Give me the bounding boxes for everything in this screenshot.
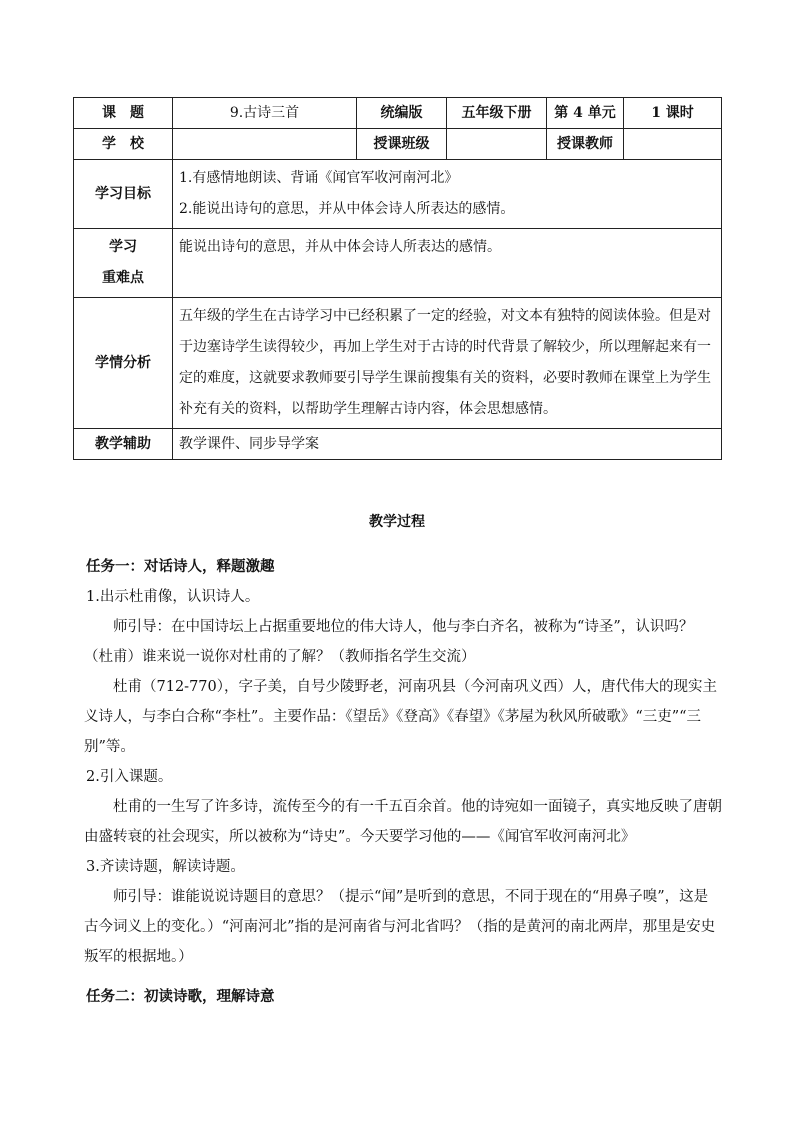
process-body: [84, 552, 722, 1012]
table-row-difficulty: [74, 229, 722, 298]
edition: 统编版: [357, 98, 447, 129]
aids-label: 教学辅助: [74, 429, 173, 460]
step2-text: 杜甫的一生写了许多诗，流传至今的有一千五百余首。他的诗宛如一面镜子，真实地反映了唐朝由盛转衰的社会现实，所以被称为“诗史”。今天要学习他的——《闻官军收河南河北》: [84, 799, 722, 845]
class-value: [447, 129, 547, 160]
objective-item: 1.有感情地朗读、背诵《闻官军收河南河北》: [179, 170, 459, 186]
analysis-label: 学情分析: [74, 298, 173, 429]
step3-heading: 3.齐读诗题，解读诗题。: [86, 859, 245, 875]
table-row-analysis: [74, 298, 722, 429]
step2-heading: 2.引入课题。: [86, 769, 173, 785]
difficulty-label-line2: 重难点: [102, 270, 144, 286]
difficulty-text: 能说出诗句的意思，并从中体会诗人所表达的感情。: [173, 229, 722, 298]
objective-item: 2.能说出诗句的意思，并从中体会诗人所表达的感情。: [179, 201, 515, 217]
topic-label: 课 题: [74, 98, 173, 129]
table-row-objectives: [74, 160, 722, 229]
school-value: [173, 129, 357, 160]
analysis-text: 五年级的学生在古诗学习中已经积累了一定的经验，对文本有独特的阅读体验。但是对于边塞诗学生读得较少，再加上学生对于古诗的时代背景了解较少，所以理解起来有一定的难度，这就要求教师要引导学生课前搜集有关的资料，必要时教师在课堂上为学生补充有关的资料，以帮助学生理解古诗内容，体会思想感情。: [173, 298, 722, 429]
aids-text: 教学课件、同步导学案: [173, 429, 722, 460]
process-title: 教学过程: [369, 514, 425, 530]
task1-title: 任务一：对话诗人，释题激趣: [86, 558, 275, 575]
lesson-title: 9.古诗三首: [173, 98, 357, 129]
school-label: 学 校: [74, 129, 173, 160]
objectives-label: 学习目标: [74, 160, 173, 229]
teacher-label: 授课教师: [547, 129, 624, 160]
class-label: 授课班级: [357, 129, 447, 160]
difficulty-label: [74, 229, 173, 298]
difficulty-label-line1: 学习: [109, 239, 137, 255]
task2-title: 任务二：初读诗歌，理解诗意: [86, 988, 275, 1005]
table-row-school: [74, 129, 722, 160]
teacher-value: [624, 129, 722, 160]
table-row-header: [74, 98, 722, 129]
step1-text: 师引导：在中国诗坛上占据重要地位的伟大诗人，他与李白齐名，被称为“诗圣”，认识吗？（杜甫）谁来说一说你对杜甫的了解？（教师指名学生交流）: [84, 619, 694, 665]
step3-text: 师引导：谁能说说诗题目的意思？（提示“闻”是听到的意思，不同于现在的“用鼻子嗅”，这是古今词义上的变化。）“河南河北”指的是河南省与河北省吗？（指的是黄河的南北两岸，那里是安史叛军的根据地。）: [84, 889, 716, 965]
lesson-info-table: [73, 97, 722, 460]
unit: 第 4 单元: [547, 98, 624, 129]
objectives-cell: [173, 160, 722, 229]
grade: 五年级下册: [447, 98, 547, 129]
step1-heading: 1.出示杜甫像，认识诗人。: [86, 589, 260, 605]
step1-bio: 杜甫（712-770），字子美，自号少陵野老，河南巩县（今河南巩义西）人，唐代伟大的现实主义诗人，与李白合称“李杜”。主要作品：《望岳》《登高》《春望》《茅屋为秋风所破歌》“三吏”“三别”等。: [84, 679, 717, 755]
hours: 1 课时: [624, 98, 722, 129]
table-row-aids: [74, 429, 722, 460]
